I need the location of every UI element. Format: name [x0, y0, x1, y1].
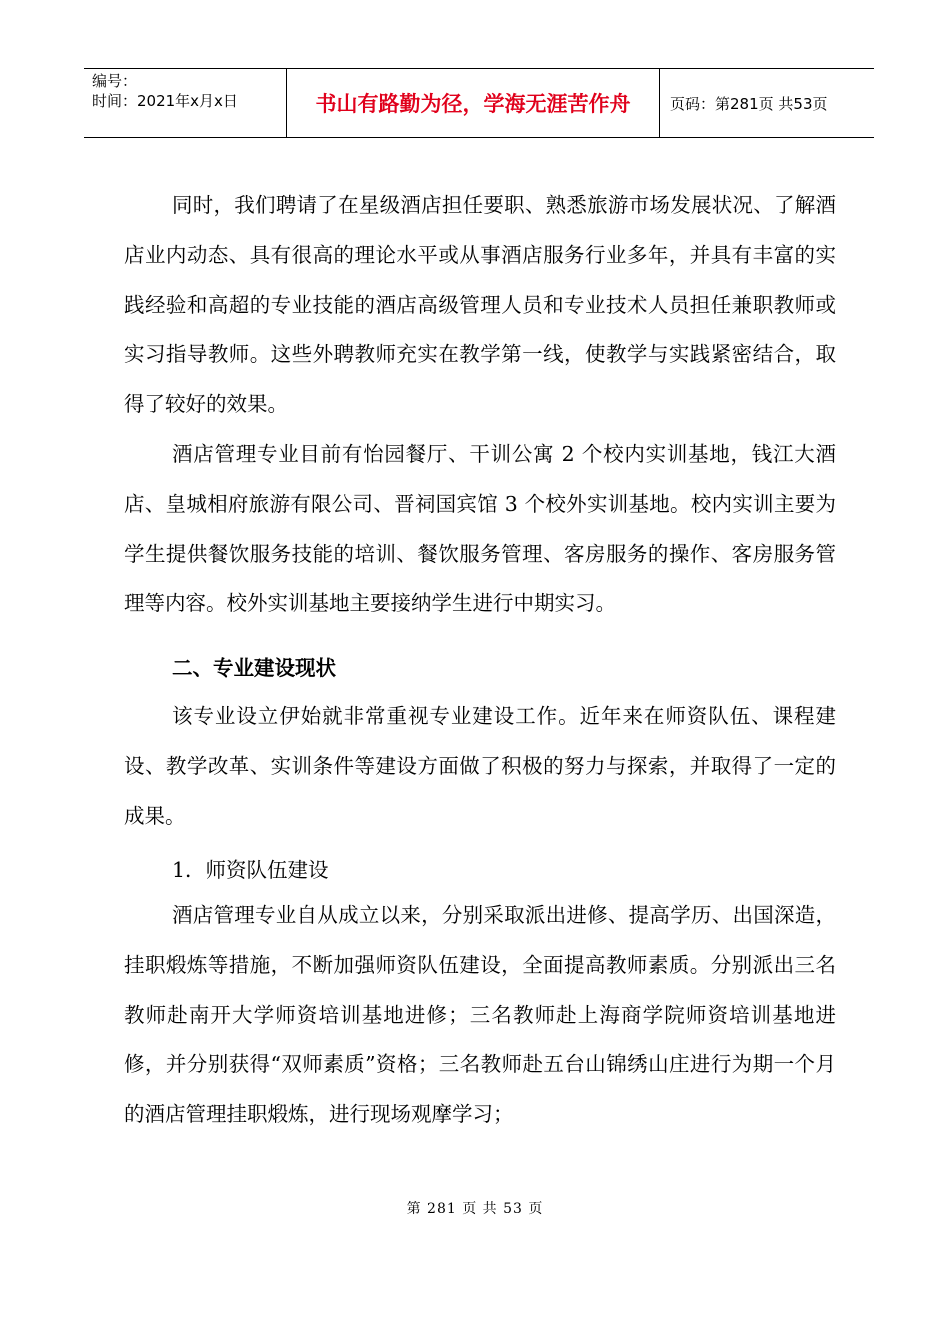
header-page-info: 页码：第281页 共53页	[670, 94, 828, 113]
paragraph-4: 酒店管理专业自从成立以来，分别采取派出进修、提高学历、出国深造，挂职煅炼等措施，不断加强师资队伍建设，全面提高教师素质。分别派出三名教师赴南开大学师资培训基地进修；三名教师赴上海商学院师资培训基地进修，并分别获得“双师素质”资格；三名教师赴五台山锦绣山庄进行为期一个月的酒店管理挂职煅炼，进行现场观摩学习；	[124, 903, 836, 1127]
section-heading: 二、专业建设现状	[172, 656, 336, 680]
number-label: 编号：	[92, 72, 138, 90]
subsection-heading: 1．师资队伍建设	[172, 858, 329, 882]
header-meta	[84, 69, 286, 137]
header-motto-cell	[286, 69, 660, 137]
time-label: 时间：2021年x月x日	[92, 92, 238, 110]
page-header	[84, 68, 874, 138]
paragraph-1: 同时，我们聘请了在星级酒店担任要职、熟悉旅游市场发展状况、了解酒店业内动态、具有很高的理论水平或从事酒店服务行业多年，并具有丰富的实践经验和高超的专业技能的酒店高级管理人员和专业技术人员担任兼职教师或实习指导教师。这些外聘教师充实在教学第一线，使教学与实践紧密结合，取得了较好的效果。	[124, 193, 836, 417]
header-motto: 书山有路勤为径，学海无涯苦作舟	[315, 92, 631, 116]
paragraph-2: 酒店管理专业目前有怡园餐厅、干训公寓 2 个校内实训基地，钱江大酒店、皇城相府旅游有限公司、晋祠国宾馆 3 个校外实训基地。校内实训主要为学生提供餐饮服务技能的培训、餐饮服务管理、客房服务的操作、客房服务管理等内容。校外实训基地主要接纳学生进行中期实习。	[124, 442, 836, 616]
paragraph-3: 该专业设立伊始就非常重视专业建设工作。近年来在师资队伍、课程建设、教学改革、实训条件等建设方面做了积极的努力与探索，并取得了一定的成果。	[124, 704, 836, 828]
page-footer: 第 281 页 共 53 页	[406, 1201, 544, 1217]
